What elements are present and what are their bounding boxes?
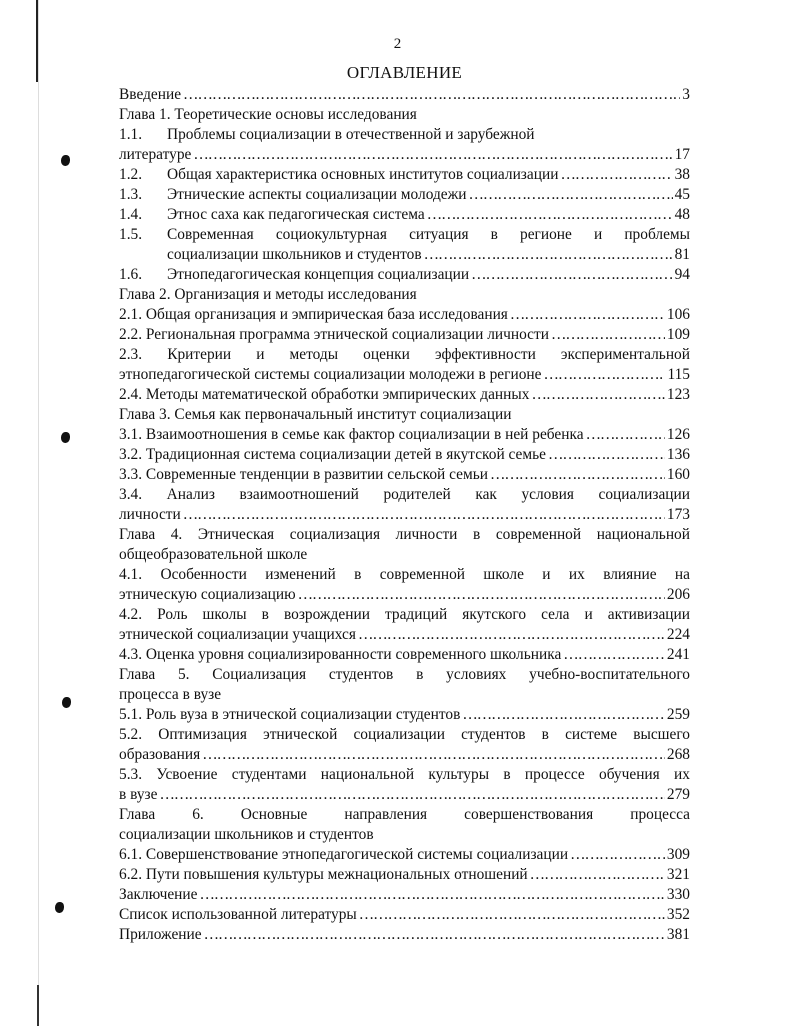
toc-page: 352 — [666, 906, 690, 923]
toc-entry-1-1-cont[interactable] — [119, 145, 690, 165]
toc-page: 173 — [666, 506, 690, 523]
chapter-heading-4[interactable]: Глава 4. Этническая социализация личности в современной национальной — [119, 526, 690, 543]
punch-hole-mark — [62, 697, 71, 708]
toc-entry-text: образования — [119, 746, 201, 763]
toc-page: 109 — [666, 326, 690, 343]
toc-entry-3-2[interactable] — [119, 445, 690, 465]
toc-page: 279 — [666, 786, 690, 803]
toc-page: 38 — [674, 166, 690, 183]
toc-page: 309 — [666, 846, 690, 863]
dot-leader — [560, 165, 672, 185]
dot-leader — [204, 925, 665, 945]
toc-entry-text: Введение — [119, 86, 182, 103]
toc-entry-number: 1.3. — [119, 186, 143, 203]
toc-page: 136 — [666, 446, 690, 463]
toc-entry-6-1[interactable] — [119, 845, 690, 865]
toc-page: 48 — [674, 206, 690, 223]
toc-entry-text: Современная социокультурная ситуация в регионе и проблемы — [167, 226, 690, 243]
toc-entry-2-4[interactable] — [119, 385, 690, 405]
table-of-contents — [119, 85, 690, 945]
toc-entry-1-4[interactable] — [119, 205, 690, 225]
toc-entry-1-2[interactable] — [119, 165, 690, 185]
toc-entry-4-2-cont[interactable] — [119, 625, 690, 645]
toc-entry-text: Этнопедагогическая концепция социализации — [167, 266, 470, 283]
toc-entry-4-2[interactable]: 4.2. Роль школы в возрождении традиций якутского села и активизации — [119, 606, 690, 623]
toc-entry-text: 3.2. Традиционная система социализации детей в якутской семье — [119, 446, 546, 463]
scan-shadow-line — [38, 0, 39, 1026]
toc-entry-intro[interactable] — [119, 85, 690, 105]
dot-leader — [551, 325, 665, 345]
toc-entry-text: 2.1. Общая организация и эмпирическая база исследования — [119, 306, 508, 323]
toc-entry-text: в вузе — [119, 786, 158, 803]
toc-entry-3-1[interactable] — [119, 425, 690, 445]
toc-page: 259 — [666, 706, 690, 723]
toc-entry-number: 1.5. — [119, 226, 143, 243]
toc-entry-number: 1.4. — [119, 206, 143, 223]
toc-entry-text: 6.2. Пути повышения культуры межнациональных отношений — [119, 866, 528, 883]
toc-page: 321 — [666, 866, 690, 883]
toc-entry-text: 2.2. Региональная программа этнической социализации личности — [119, 326, 549, 343]
toc-entry-text: 4.3. Оценка уровня социализированности современного школьника — [119, 646, 562, 663]
toc-entry-number: 1.2. — [119, 166, 143, 183]
dot-leader — [193, 145, 672, 165]
toc-entry-text: Приложение — [119, 926, 202, 943]
chapter-heading-1[interactable]: Глава 1. Теоретические основы исследования — [119, 106, 417, 123]
toc-page: 224 — [666, 626, 690, 643]
dot-leader — [469, 185, 673, 205]
toc-entry-1-3[interactable] — [119, 185, 690, 205]
toc-entry-3-4[interactable]: 3.4. Анализ взаимоотношений родителей как условия социализации — [119, 486, 690, 503]
toc-entry-text: 2.4. Методы математической обработки эмпирических данных — [119, 386, 530, 403]
toc-entry-text: Проблемы социализации в отечественной и зарубежной — [167, 126, 535, 143]
toc-page: 81 — [674, 246, 690, 263]
toc-entry-5-3-cont[interactable] — [119, 785, 690, 805]
toc-entry-1-5-cont[interactable] — [119, 245, 690, 265]
toc-entry-text: этнической социализации учащихся — [119, 626, 356, 643]
toc-title: ОГЛАВЛЕНИЕ — [346, 63, 463, 82]
toc-entry-text: этническую социализацию — [119, 586, 296, 603]
toc-entry-text: этнопедагогической системы социализации молодежи в регионе — [119, 366, 542, 383]
toc-entry-text: Общая характеристика основных институтов социализации — [167, 166, 559, 183]
dot-leader — [548, 445, 665, 465]
toc-entry-5-2[interactable]: 5.2. Оптимизация этнической социализации студентов в системе высшего — [119, 726, 690, 743]
toc-entry-1-6[interactable] — [119, 265, 690, 285]
dot-leader — [570, 845, 665, 865]
dot-leader — [543, 365, 665, 385]
dot-leader — [530, 865, 665, 885]
toc-entry-3-3[interactable] — [119, 465, 690, 485]
toc-entry-text: 3.1. Взаимоотношения в семье как фактор социализации в ней ребенка — [119, 426, 584, 443]
toc-page: 330 — [666, 886, 690, 903]
toc-page: 106 — [666, 306, 690, 323]
dot-leader — [531, 385, 664, 405]
toc-entry-text: 5.1. Роль вуза в этнической социализации студентов — [119, 706, 461, 723]
toc-entry-appendix[interactable] — [119, 925, 690, 945]
toc-page: 206 — [666, 586, 690, 603]
toc-entry-number: 1.1. — [119, 126, 143, 143]
dot-leader — [183, 85, 680, 105]
dot-leader — [490, 465, 665, 485]
dot-leader — [159, 785, 664, 805]
toc-page: 115 — [667, 366, 690, 383]
chapter-heading-2[interactable]: Глава 2. Организация и методы исследования — [119, 286, 417, 303]
toc-entry-2-3-cont[interactable] — [119, 365, 690, 385]
toc-entry-4-3[interactable] — [119, 645, 690, 665]
toc-page: 17 — [674, 146, 690, 163]
chapter-heading-4-cont[interactable]: общеобразовательной школе — [119, 546, 308, 563]
toc-page: 160 — [666, 466, 690, 483]
toc-entry-1-1[interactable] — [119, 125, 690, 145]
dot-leader — [462, 705, 665, 725]
punch-hole-mark — [61, 432, 70, 443]
page-number: 2 — [393, 36, 402, 52]
toc-page: 268 — [666, 746, 690, 763]
toc-entry-3-4-cont[interactable] — [119, 505, 690, 525]
toc-page: 3 — [682, 86, 690, 103]
toc-entry-text: 6.1. Совершенствование этнопедагогической системы социализации — [119, 846, 569, 863]
dot-leader — [563, 645, 665, 665]
dot-leader — [510, 305, 665, 325]
chapter-heading-5[interactable]: Глава 5. Социализация студентов в условиях учебно-воспитательного — [119, 666, 690, 683]
chapter-heading-6-cont[interactable]: социализации школьников и студентов — [119, 826, 374, 843]
toc-page: 126 — [666, 426, 690, 443]
toc-page: 241 — [666, 646, 690, 663]
toc-entry-2-3[interactable]: 2.3. Критерии и методы оценки эффективности экспериментальной — [119, 346, 690, 363]
toc-page: 94 — [674, 266, 690, 283]
chapter-heading-6[interactable]: Глава 6. Основные направления совершенствования процесса — [119, 806, 690, 823]
chapter-heading-5-cont[interactable]: процесса в вузе — [119, 686, 222, 703]
dot-leader — [359, 905, 665, 925]
toc-entry-4-1-cont[interactable] — [119, 585, 690, 605]
dot-leader — [471, 265, 672, 285]
dot-leader — [358, 625, 665, 645]
toc-entry-text: Заключение — [119, 886, 198, 903]
toc-entry-5-2-cont[interactable] — [119, 745, 690, 765]
toc-entry-5-1[interactable] — [119, 705, 690, 725]
toc-entry-text: социализации школьников и студентов — [167, 246, 422, 263]
toc-entry-text: литературе — [119, 146, 192, 163]
toc-entry-text: личности — [119, 506, 181, 523]
toc-entry-text: Этнос саха как педагогическая система — [167, 206, 425, 223]
dot-leader — [424, 245, 673, 265]
toc-entry-text: 3.3. Современные тенденции в развитии сельской семьи — [119, 466, 488, 483]
toc-entry-6-2[interactable] — [119, 865, 690, 885]
toc-entry-text: Список использованной литературы — [119, 906, 357, 923]
toc-page: 123 — [666, 386, 690, 403]
dot-leader — [586, 425, 665, 445]
dot-leader — [298, 585, 665, 605]
toc-entry-bibliography[interactable] — [119, 905, 690, 925]
toc-entry-2-1[interactable] — [119, 305, 690, 325]
dot-leader — [202, 745, 665, 765]
chapter-heading-3[interactable]: Глава 3. Семья как первоначальный институт социализации — [119, 406, 512, 423]
punch-hole-mark — [55, 902, 64, 913]
toc-entry-conclusion[interactable] — [119, 885, 690, 905]
dot-leader — [200, 885, 665, 905]
toc-entry-text: Этнические аспекты социализации молодежи — [167, 186, 467, 203]
dot-leader — [183, 505, 665, 525]
toc-entry-number: 1.6. — [119, 266, 143, 283]
punch-hole-mark — [61, 155, 70, 166]
toc-page: 381 — [666, 926, 690, 943]
toc-entry-5-3[interactable]: 5.3. Усвоение студентами национальной культуры в процессе обучения их — [119, 766, 690, 783]
toc-entry-4-1[interactable]: 4.1. Особенности изменений в современной школе и их влияние на — [119, 566, 690, 583]
toc-entry-1-5[interactable] — [119, 225, 690, 245]
toc-page: 45 — [674, 186, 690, 203]
scan-border-mark — [37, 985, 39, 1026]
dot-leader — [427, 205, 673, 225]
toc-entry-2-2[interactable] — [119, 325, 690, 345]
